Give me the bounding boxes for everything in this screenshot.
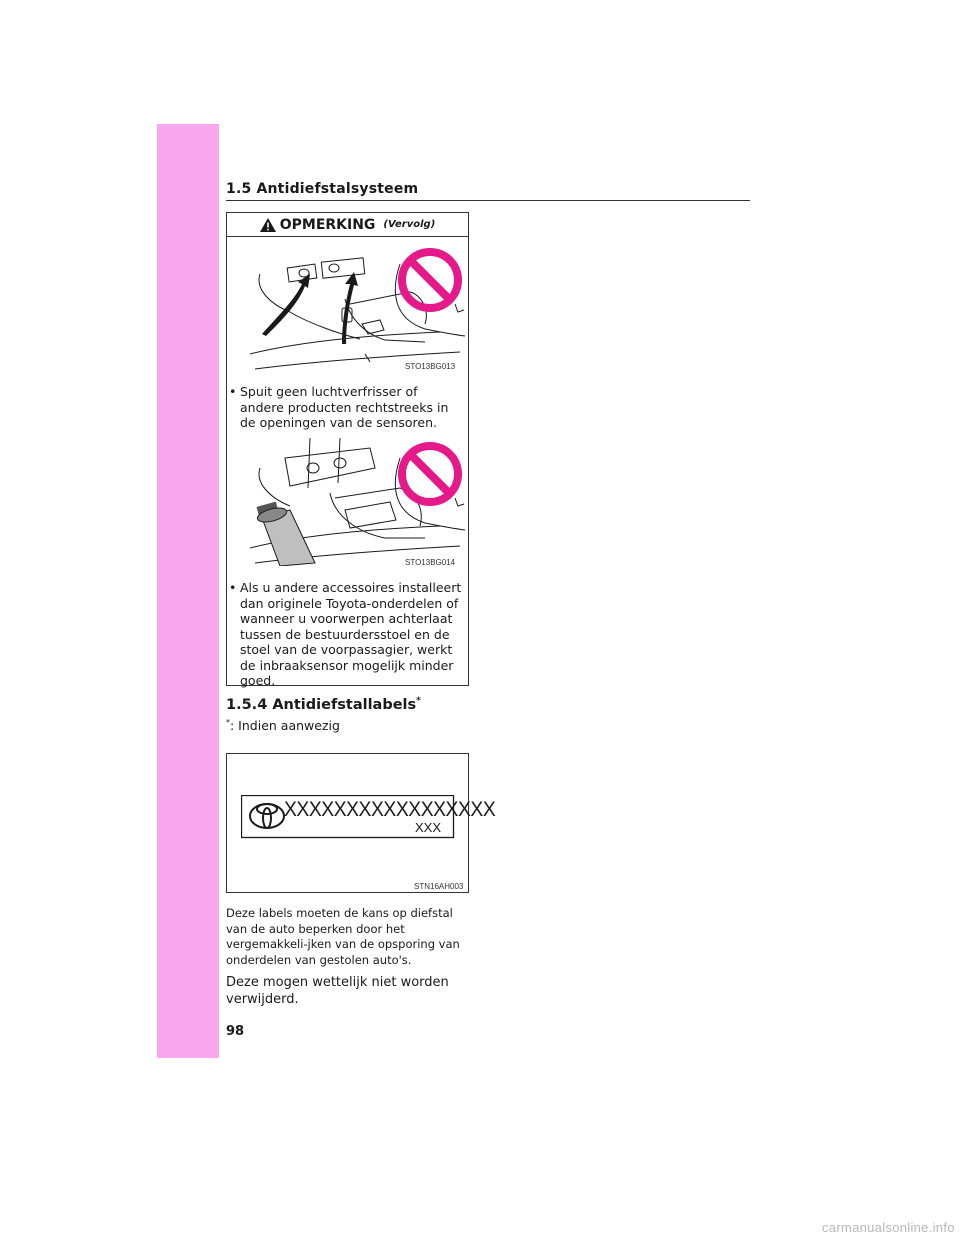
subsection-heading-text: 1.5.4 Antidiefstallabels: [226, 696, 417, 713]
figure-code: STN16AH003: [414, 882, 464, 891]
footnote: [226, 718, 340, 733]
sensor-spray-illustration: [250, 244, 466, 372]
page-number: 98: [226, 1024, 245, 1039]
body-paragraph-1: Deze labels moeten de kans op diefstal van de auto beperken door het vergemakkeli-jken van de opsporing van onderdelen van gestolen auto's.: [226, 906, 460, 967]
label-figure: [226, 753, 496, 893]
footnote-marker: *: [226, 718, 230, 727]
bullet-text: Als u andere accessoires installeert dan originele Toyota-onderdelen of wanneer u voorwerpen achterlaat tussen de bestuurdersstoel en de stoel van de voorpassagier, werkt de inbraaksensor mogelijk minder goed.: [240, 580, 462, 688]
notice-title: OPMERKING: [279, 216, 376, 233]
watermark[interactable]: carmanualsonline.info: [822, 1220, 955, 1235]
notice-bullet-2: [229, 580, 465, 689]
figure-code: STO13BG013: [405, 362, 456, 371]
figure-code: STO13BG014: [405, 558, 456, 567]
label-serial-line: XXXXXXXXXXXXXXXXX: [284, 798, 496, 821]
footnote-text: : Indien aanwezig: [230, 718, 340, 734]
body-paragraph-2: Deze mogen wettelijk niet worden verwijderd.: [226, 975, 449, 1007]
label-serial-suffix: XXX: [415, 820, 442, 835]
chapter-side-tab: [157, 124, 219, 1058]
bullet-dot: •: [229, 384, 237, 399]
section-title: 1.5 Antidiefstalsysteem: [226, 181, 419, 197]
notice-header: [227, 213, 468, 237]
warning-icon: [260, 218, 276, 232]
spray-can-illustration: [250, 438, 466, 566]
toyota-logo-icon: [250, 804, 284, 828]
section-header: [226, 178, 750, 201]
bullet-text: Spuit geen luchtverfrisser of andere producten rechtstreeks in de openingen van de sensoren.: [240, 384, 449, 430]
notice-bullet-1: [229, 384, 465, 431]
bullet-dot: •: [229, 580, 237, 595]
subsection-heading: [226, 696, 421, 713]
notice-subtitle: (Vervolg): [383, 219, 436, 230]
footnote-marker: *: [416, 696, 421, 706]
